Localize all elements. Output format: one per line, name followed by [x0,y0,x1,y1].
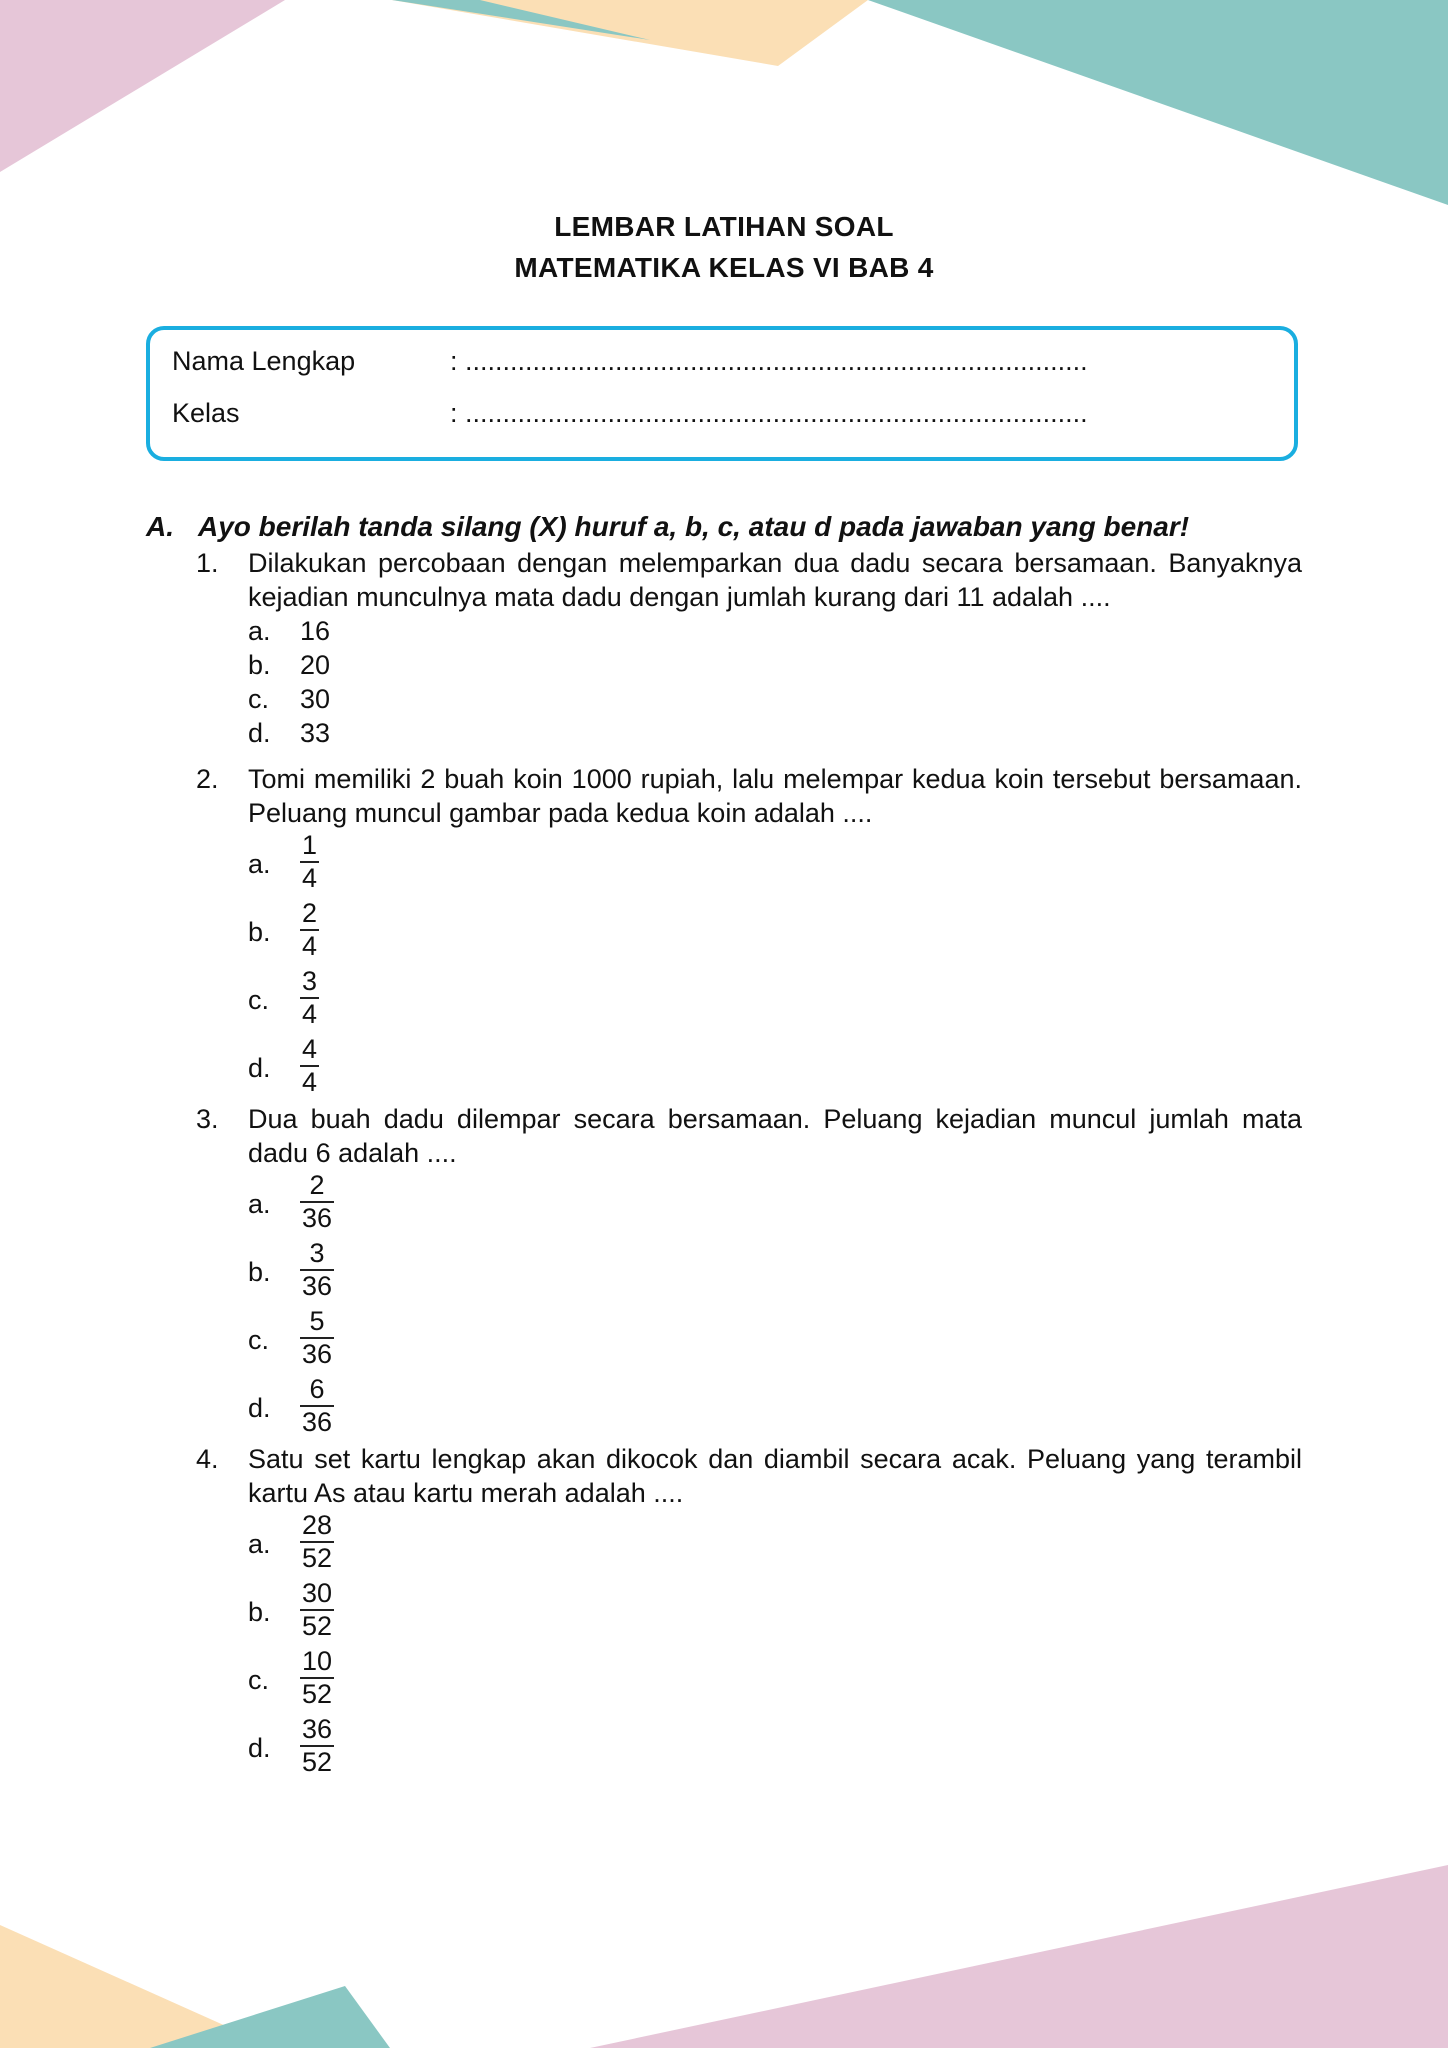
option-list [248,830,1302,1102]
fraction [300,966,319,1030]
option-letter: d. [248,1393,271,1423]
option-letter: b. [248,917,271,947]
fraction [300,1374,334,1438]
denominator: 36 [302,1271,333,1301]
class-label: Kelas [172,398,240,428]
option-a[interactable] [248,1510,1302,1578]
option-letter: a. [248,849,271,879]
option-letter: c. [248,1325,270,1355]
numerator: 4 [302,1034,318,1064]
fraction [300,1238,334,1302]
denominator: 52 [302,1611,333,1641]
option-letter: b. [248,1597,271,1627]
denominator: 36 [302,1407,333,1437]
option-value: 16 [300,616,331,646]
option-letter: c. [248,1665,270,1695]
question-section [146,510,1302,1782]
section-instruction: Ayo berilah tanda silang (X) huruf a, b, c, atau d pada jawaban yang benar! [198,511,1190,542]
numerator: 10 [302,1646,333,1676]
option-letter: b. [248,1257,271,1287]
option-letter: a. [248,1529,271,1559]
fraction [300,1034,319,1098]
fraction [300,1578,334,1642]
denominator: 52 [302,1543,333,1573]
denominator: 4 [302,931,318,961]
fraction [300,898,319,962]
question-1 [196,546,1302,750]
option-value: 33 [300,718,331,748]
option-a[interactable] [248,1170,1302,1238]
numerator: 36 [302,1714,333,1744]
option-a[interactable] [248,830,1302,898]
option-d[interactable] [248,1034,1302,1102]
question-3 [196,1102,1302,1442]
identity-box [146,326,1298,461]
question-4 [196,1442,1302,1782]
top-left-pink-shape [0,0,285,172]
denominator: 52 [302,1747,333,1777]
numerator: 28 [302,1510,333,1540]
question-text: Dilakukan percobaan dengan melemparkan dua dadu secara bersamaan. Banyaknya kejadian munculnya mata dadu dengan jumlah kurang dari 11 adalah .... [248,548,1302,612]
worksheet-title: LEMBAR LATIHAN SOAL [554,211,894,242]
question-number: 1. [196,548,219,578]
option-list [248,1170,1302,1442]
option-a[interactable] [248,614,1302,648]
question-text: Satu set kartu lengkap akan dikocok dan diambil secara acak. Peluang yang terambil kartu As atau kartu merah adalah .... [248,1444,1302,1508]
option-letter: d. [248,1733,271,1763]
numerator: 2 [309,1170,325,1200]
option-b[interactable] [248,648,1302,682]
option-b[interactable] [248,898,1302,966]
option-letter: a. [248,616,271,646]
option-b[interactable] [248,1578,1302,1646]
fraction [300,1170,334,1234]
name-field[interactable]: : ................................................................................... [450,346,1088,376]
denominator: 52 [302,1679,333,1709]
bottom-right-pink-shape [590,1865,1448,2048]
class-field[interactable]: : ................................................................................... [450,398,1088,428]
worksheet-subtitle: MATEMATIKA KELAS VI BAB 4 [514,252,934,283]
option-b[interactable] [248,1238,1302,1306]
denominator: 36 [302,1339,333,1369]
numerator: 5 [309,1306,325,1336]
option-value: 20 [300,650,331,680]
fraction [300,1714,334,1778]
question-number: 2. [196,764,219,794]
option-letter: d. [248,718,271,748]
question-text: Dua buah dadu dilempar secara bersamaan. Peluang kejadian muncul jumlah mata dadu 6 adalah .... [248,1104,1302,1168]
denominator: 36 [302,1203,333,1233]
fraction [300,830,319,894]
option-value: 30 [300,684,331,714]
section-letter: A. [146,511,174,542]
numerator: 1 [302,830,318,860]
option-c[interactable] [248,1306,1302,1374]
option-c[interactable] [248,1646,1302,1714]
fraction [300,1306,334,1370]
numerator: 3 [309,1238,325,1268]
option-list [248,1510,1302,1782]
section-heading [146,510,1302,544]
question-number: 3. [196,1104,219,1134]
option-letter: a. [248,1189,271,1219]
numerator: 3 [302,966,318,996]
option-list [248,614,1302,750]
option-d[interactable] [248,716,1302,750]
option-d[interactable] [248,1374,1302,1442]
name-label: Nama Lengkap [172,346,356,376]
option-letter: b. [248,650,271,680]
numerator: 6 [309,1374,325,1404]
top-right-teal-shape [868,0,1448,205]
fraction [300,1510,334,1574]
question-number: 4. [196,1444,219,1474]
option-letter: d. [248,1053,271,1083]
option-d[interactable] [248,1714,1302,1782]
denominator: 4 [302,1067,318,1097]
question-2 [196,762,1302,1102]
numerator: 30 [302,1578,333,1608]
option-c[interactable] [248,682,1302,716]
option-letter: c. [248,684,270,714]
denominator: 4 [302,863,318,893]
option-letter: c. [248,985,270,1015]
denominator: 4 [302,999,318,1029]
numerator: 2 [302,898,318,928]
fraction [300,1646,334,1710]
option-c[interactable] [248,966,1302,1034]
question-text: Tomi memiliki 2 buah koin 1000 rupiah, lalu melempar kedua koin tersebut bersamaan. Peluang muncul gambar pada kedua koin adalah .... [248,764,1302,828]
